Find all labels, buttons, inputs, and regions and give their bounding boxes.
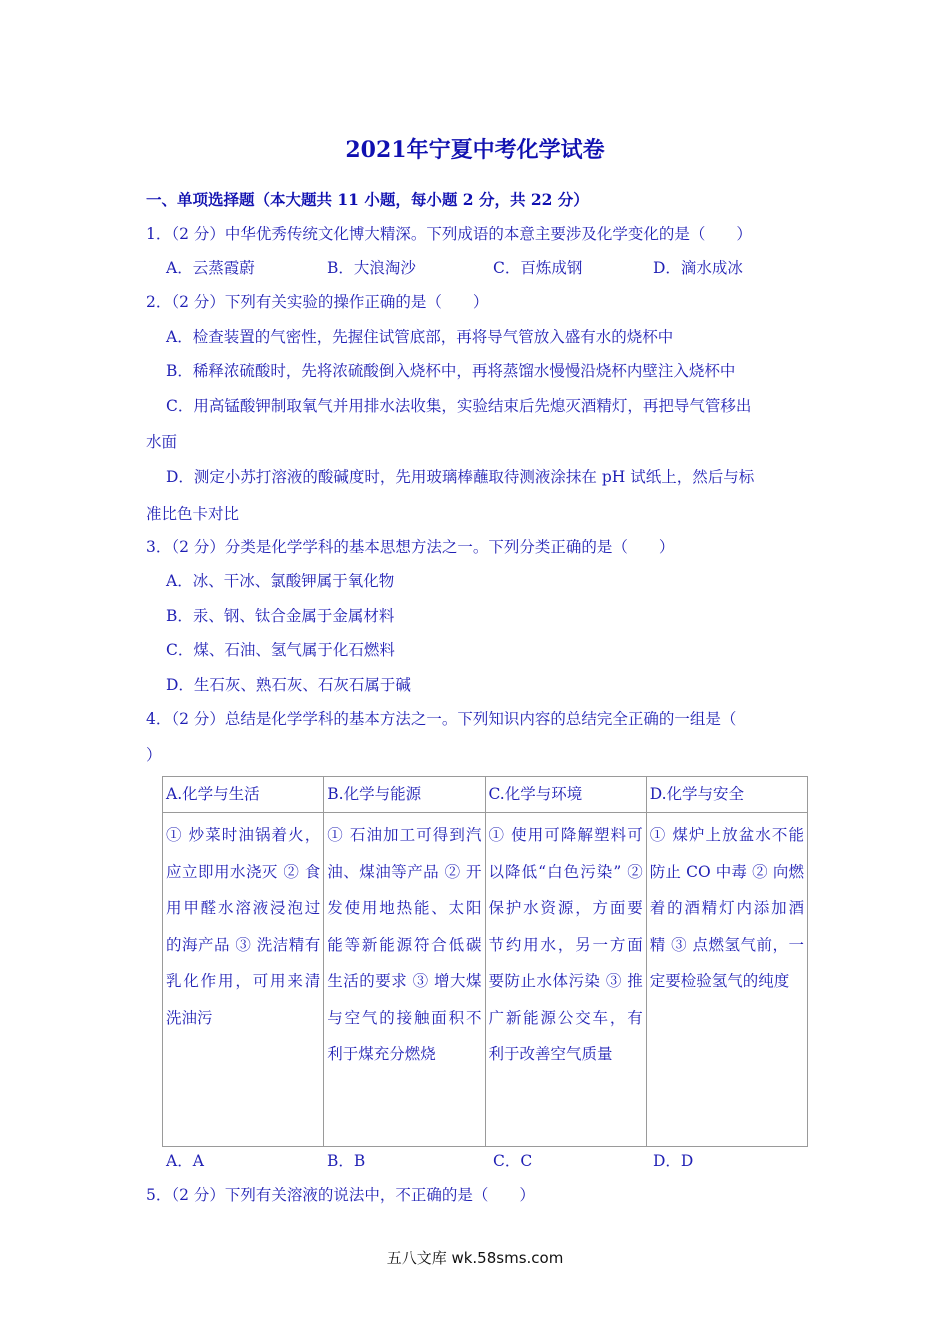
page-footer-watermark: 五八文库 wk.58sms.com xyxy=(386,1249,564,1267)
section-heading: 一、单项选择题（本大题共 11 小题，每小题 2 分，共 22 分） xyxy=(146,190,589,209)
question-1-option-a: A．云蒸霞蔚 xyxy=(166,259,255,277)
question-3-option-b: B．汞、钢、钛合金属于金属材料 xyxy=(166,607,395,625)
table-cell-a: ① 炒菜时油锅着火，应立即用水浇灭 ② 食用甲醛水溶液浸泡过的海产品 ③ 洗洁精有乳化作用，可用来清洗油污 xyxy=(163,813,324,1147)
table-cell-d: ① 煤炉上放盆水不能防止 CO 中毒 ② 向燃着的酒精灯内添加酒精 ③ 点燃氢气前，一定要检验氢气的纯度 xyxy=(646,813,807,1147)
question-4-option-b: B．B xyxy=(327,1152,366,1170)
table-header-c: C.化学与环境 xyxy=(485,777,646,813)
question-3-stem: 3．（2 分）分类是化学学科的基本思想方法之一。下列分类正确的是（ ） xyxy=(146,538,675,556)
question-2-option-b: B．稀释浓硫酸时，先将浓硫酸倒入烧杯中，再将蒸馏水慢慢沿烧杯内壁注入烧杯中 xyxy=(166,362,736,380)
question-1-option-c: C．百炼成钢 xyxy=(493,259,583,277)
question-2-option-c-line-2: 水面 xyxy=(146,433,178,451)
question-1-stem: 1．（2 分）中华优秀传统文化博大精深。下列成语的本意主要涉及化学变化的是（ ） xyxy=(146,225,752,243)
question-1-option-b: B．大浪淘沙 xyxy=(327,259,416,277)
question-5-stem: 5．（2 分）下列有关溶液的说法中，不正确的是（ ） xyxy=(146,1186,535,1204)
question-4-table xyxy=(162,776,808,1147)
question-2-option-c-line-1: C．用高锰酸钾制取氧气并用排水法收集，实验结束后先熄灭酒精灯，再把导气管移出 xyxy=(166,397,752,415)
question-1-option-d: D．滴水成冰 xyxy=(653,259,743,277)
page-title: 2021年宁夏中考化学试卷 xyxy=(345,137,605,163)
question-2-option-d-line-1: D．测定小苏打溶液的酸碱度时，先用玻璃棒蘸取待测液涂抹在 pH 试纸上，然后与标 xyxy=(166,468,755,486)
question-2-option-d-line-2: 准比色卡对比 xyxy=(146,505,240,523)
question-4-stem-line-2: ） xyxy=(146,746,162,764)
question-4-option-d: D．D xyxy=(653,1152,694,1170)
table-header-a: A.化学与生活 xyxy=(163,777,324,813)
question-4-option-c: C．C xyxy=(493,1152,533,1170)
table-cell-c: ① 使用可降解塑料可以降低“白色污染” ② 保护水资源，方面要节约用水，另一方面要防止水体污染 ③ 推广新能源公交车，有利于改善空气质量 xyxy=(485,813,646,1147)
question-4-option-a: A．A xyxy=(166,1152,204,1170)
question-3-option-a: A．冰、干冰、氯酸钾属于氧化物 xyxy=(166,572,395,590)
question-3-option-c: C．煤、石油、氢气属于化石燃料 xyxy=(166,641,395,659)
question-3-option-d: D．生石灰、熟石灰、石灰石属于碱 xyxy=(166,676,411,694)
question-4-stem-line-1: 4．（2 分）总结是化学学科的基本方法之一。下列知识内容的总结完全正确的一组是（ xyxy=(146,710,737,728)
question-2-option-a: A．检查装置的气密性，先握住试管底部，再将导气管放入盛有水的烧杯中 xyxy=(166,328,674,346)
table-header-b: B.化学与能源 xyxy=(324,777,485,813)
question-2-stem: 2．（2 分）下列有关实验的操作正确的是（ ） xyxy=(146,293,489,311)
table-header-d: D.化学与安全 xyxy=(646,777,807,813)
table-cell-b: ① 石油加工可得到汽油、煤油等产品 ② 开发使用地热能、太阳能等新能源符合低碳生活的要求 ③ 增大煤与空气的接触面积不利于煤充分燃烧 xyxy=(324,813,485,1147)
